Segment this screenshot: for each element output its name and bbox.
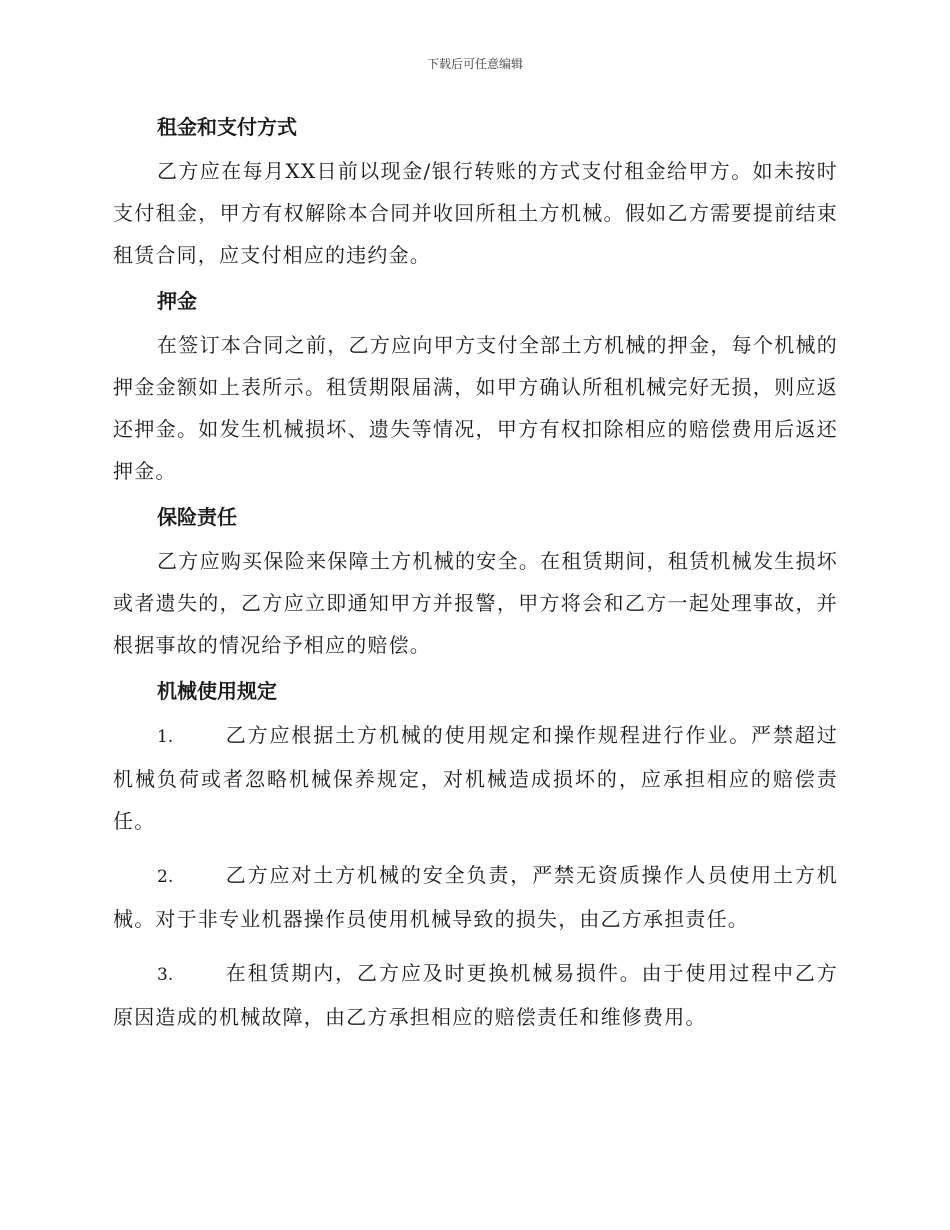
section-paragraph-rent-payment: 乙方应在每月XX日前以现金/银行转账的方式支付租金给甲方。如未按时支付租金，甲方有权解除本合同并收回所租土方机械。假如乙方需要提前结束租赁合同，应支付相应的违约金。: [113, 159, 838, 267]
list-item-number: 1.: [157, 727, 174, 747]
section-heading-usage-rules: 机械使用规定: [157, 679, 277, 703]
section-paragraph-deposit: 在签订本合同之前，乙方应向甲方支付全部土方机械的押金，每个机械的押金金额如上表所示。租赁期限届满，如甲方确认所租机械完好无损，则应返还押金。如发生机械损坏、遗失等情况，甲方有权扣除相应的赔偿费用后返还押金。: [113, 333, 838, 483]
section-heading-rent-payment: 租金和支付方式: [157, 115, 297, 139]
section-heading-insurance: 保险责任: [157, 505, 237, 529]
list-item: [113, 714, 838, 842]
list-item-number: 2.: [157, 867, 174, 887]
list-item: [113, 952, 838, 1038]
section-paragraph-insurance: 乙方应购买保险来保障土方机械的安全。在租赁期间，租赁机械发生损坏或者遗失的，乙方应立即通知甲方并报警，甲方将会和乙方一起处理事故，并根据事故的情况给予相应的赔偿。: [113, 549, 838, 657]
list-item-number: 3.: [157, 965, 174, 985]
header-note: 下载后可任意编辑: [426, 57, 523, 71]
list-item: [113, 854, 838, 940]
list-item-text: 在租赁期内，乙方应及时更换机械易损件。由于使用过程中乙方原因造成的机械故障，由乙方承担相应的赔偿责任和维修费用。: [113, 961, 838, 1029]
list-item-text: 乙方应对土方机械的安全负责，严禁无资质操作人员使用土方机械。对于非专业机器操作员使用机械导致的损失，由乙方承担责任。: [113, 863, 838, 931]
list-item-text: 乙方应根据土方机械的使用规定和操作规程进行作业。严禁超过机械负荷或者忽略机械保养规定，对机械造成损坏的，应承担相应的赔偿责任。: [113, 723, 838, 833]
document-body: [113, 108, 838, 1050]
section-heading-deposit: 押金: [157, 289, 197, 313]
